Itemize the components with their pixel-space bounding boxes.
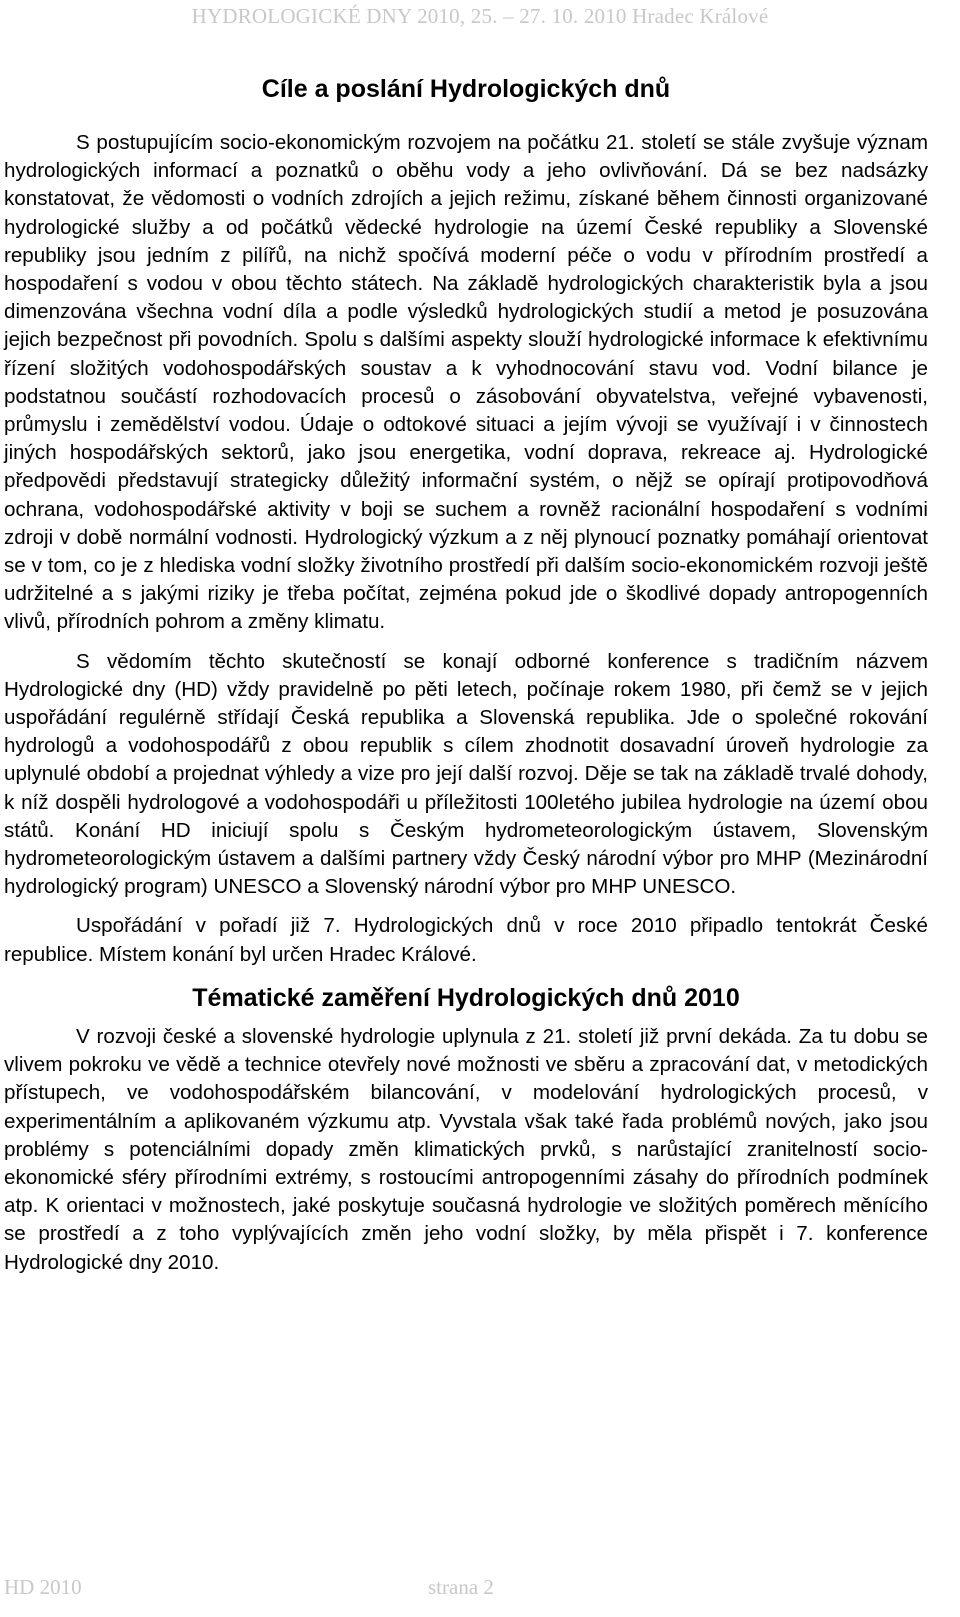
section-heading-goals: Cíle a poslání Hydrologických dnů [261,75,671,103]
paragraph-goals-2: S vědomím těchto skutečností se konají odborné konference s tradičním názvem Hydrologické dny (HD) vždy pravidelně po pěti letech, počínaje rokem 1980, při čemž se v jejich uspořádání regulérně střídají Česká republika a Slovenská republika. Jde o společné rokování hydrologů a vodohospodářů z obou republik s cílem zhodnotit dosavadní úroveň hydrologie za uplynulé období a projednat výhledy a vize pro její další rozvoj. Děje se tak na základě trvalé dohody, k níž dospěli hydrologové a vodohospodáři u příležitosti 100letého jubilea hydrologie na území obou států. Konání HD iniciují spolu s Českým hydrometeorologickým ústavem, Slovenským hydrometeorologickým ústavem a dalšími partnery vždy Český národní výbor pro MHP (Mezinárodní hydrologický program) UNESCO a Slovenský národní výbor pro MHP UNESCO. [4,649,928,899]
paragraph-goals-1: S postupujícím socio-ekonomickým rozvojem na počátku 21. století se stále zvyšuje význam hydrologických informací a poznatků o oběhu vody a jeho ovlivňování. Dá se bez nadsázky konstatovat, že vědomosti o vodních zdrojích a jejich režimu, získané během činnosti organizované hydrologické služby a od počátků vědecké hydrologie na území České republiky a Slovenské republiky jsou jedním z pilířů, na nichž spočívá moderní péče o vodu v přírodním prostředí a hospodaření s vodou v obou těchto státech. Na základě hydrologických charakteristik byla a jsou dimenzována všechna vodní díla a podle výsledků hydrologických studií a metod je posuzována jejich bezpečnost při povodních. Spolu s dalšími aspekty slouží hydrologické informace k efektivnímu řízení složitých vodohospodářských soustav a k vyhodnocování stavu vod. Vodní bilance je podstatnou součástí rozhodovacích procesů o zásobování obyvatelstva, veřejné vybavenosti, průmyslu i zemědělství vodou. Údaje o odtokové situaci a jejím vývoji se využívají i v činnostech jiných hospodářských sektorů, jako jsou energetika, vodní doprava, rekreace aj. Hydrologické předpovědi představují strategicky důležitý informační systém, o nějž se opírají protipovodňová ochrana, vodohospodářské aktivity v boji se suchem a rovněž racionální hospodaření s vodními zdroji v době normální vodnosti. Hydrologický výzkum a z něj plynoucí poznatky pomáhají orientovat se v tom, co je z hlediska vodní složky životního prostředí při dalším socio-ekonomickém rozvoji ještě udržitelné a s jakými riziky je třeba počítat, zejména pokud jde o škodlivé dopady antropogenních vlivů, přírodních pohrom a změny klimatu. [4,131,928,634]
document-body [4,72,928,1288]
section-heading-focus: Tématické zaměření Hydrologických dnů 2010 [192,983,740,1012]
paragraph-goals-3: Uspořádání v pořadí již 7. Hydrologických dnů v roce 2010 připadlo tentokrát České republice. Místem konání byl určen Hradec Králové. [4,914,928,966]
footer-page-number: strana 2 [428,1575,494,1599]
running-footer [0,1575,960,1605]
paragraph-focus-1: V rozvoji české a slovenské hydrologie uplynula z 21. století již první dekáda. Za tu dobu se vlivem pokroku ve vědě a technice otevřely nové možnosti ve sběru a zpracování dat, v metodických přístupech, ve vodohospodářském bilancování, v modelování hydrologických procesů, v experimentálním a aplikovaném výzkumu atp. Vyvstala však také řada problémů nových, jako jsou problémy s potenciálními dopady změn klimatických prvků, s narůstající zranitelností socio-ekonomické sféry přírodními extrémy, s rostoucími antropogenními zásahy do přírodních podmínek atp. K orientaci v možnostech, jaké poskytuje současná hydrologie ve složitých poměrech měnícího se prostředí a z toho vyplývajících změn jeho vodní složky, by měla přispět i 7. konference Hydrologické dny 2010. [4,1024,928,1274]
footer-doc-label: HD 2010 [4,1575,82,1599]
running-header: HYDROLOGICKÉ DNY 2010, 25. – 27. 10. 2010 Hradec Králové [191,4,769,28]
